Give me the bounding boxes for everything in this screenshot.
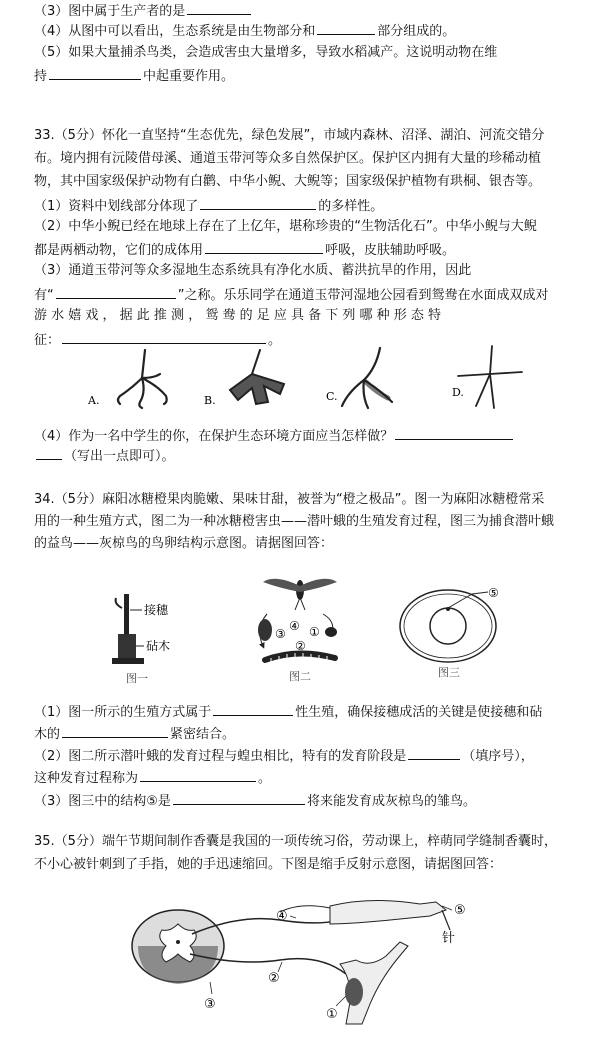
q33-part2-line2: 都是两栖动物，它们的成体用 呼吸，皮肤辅助呼吸。 [34, 243, 456, 258]
answer-blank[interactable] [140, 769, 256, 782]
figure-grafting [100, 588, 210, 686]
q32-part5-line2: 持 中起重要作用。 [34, 69, 235, 84]
q33-part4-line2: （写出一点即可）。 [34, 447, 175, 465]
q33-part1: （1）资料中划线部分体现了 的多样性。 [34, 199, 384, 214]
q34-part2-line1: （2）图二所示潜叶蛾的发育过程与蝗虫相比，特有的发育阶段是 （填序号）， [34, 749, 534, 764]
answer-blank[interactable] [213, 703, 293, 716]
answer-blank[interactable] [187, 2, 251, 15]
reflex-num-1: ① [326, 1007, 338, 1022]
larva-icon [265, 653, 335, 662]
rootstock-label: 砧木 [146, 639, 171, 653]
figure-life-cycle [245, 574, 355, 686]
foot-label-d: D. [452, 386, 464, 399]
egg-icon [325, 627, 337, 637]
answer-blank[interactable] [317, 22, 375, 35]
egg-part-5: ⑤ [488, 586, 499, 600]
figure3-caption: 图三 [438, 666, 460, 679]
muscle-icon [345, 978, 363, 1006]
q33-intro-2: 布。境内拥有沅陵借母溪、通道玉带河等众多自然保护区。保护区内拥有大量的珍稀动植 [34, 151, 542, 166]
q33-intro-3: 物，其中国家级保护动物有白鹳、中华小鲵、大鲵等；国家级保护植物有珙桐、银杏等。 [34, 174, 542, 189]
q34-part1-line1: （1）图一所示的生殖方式属于 性生殖，确保接穗成活的关键是使接穗和砧 [34, 705, 543, 720]
foot-d-icon [458, 346, 522, 408]
figure2-caption: 图二 [289, 670, 311, 683]
needle-icon [442, 910, 450, 930]
answer-blank[interactable] [36, 447, 62, 460]
foot-label-b: B. [204, 394, 216, 407]
moth-icon [263, 579, 337, 610]
needle-label: 针 [442, 931, 456, 946]
reflex-num-5: ⑤ [454, 903, 466, 918]
q32-part3: （3）图中属于生产者的是 [34, 2, 253, 20]
foot-label-c: C. [326, 390, 338, 403]
q35-intro-1: 35.（5分）端午节期间制作香囊是我国的一项传统习俗，劳动课上，梓萌同学缝制香囊时， [34, 834, 557, 849]
q33-part3-line3: 游 水 嬉 戏 ， 据 此 推 测 ， 鸳 鸯 的 足 应 具 备 下 列 哪 种 形 态 特 [34, 308, 442, 323]
answer-blank[interactable] [408, 747, 460, 760]
answer-blank[interactable] [200, 197, 316, 210]
q32-part5-line1: （5）如果大量捕杀鸟类，会造成害虫大量增多，导致水稻减产。这说明动物在维 [34, 45, 498, 60]
stage-num-2: ② [295, 639, 306, 653]
q34-intro-2: 用的一种生殖方式，图二为一种冰糖橙害虫——潜叶蛾的生殖发育过程，图三为捕食潜叶蛾 [34, 514, 555, 529]
answer-blank[interactable] [56, 286, 176, 299]
upper-arm-icon [330, 900, 446, 924]
foot-a-icon [118, 350, 167, 408]
q34-part3: （3）图三中的结构⑤是 将来能发育成灰椋鸟的雏鸟。 [34, 794, 476, 809]
eggshell-icon [400, 590, 496, 662]
q34-intro-3: 的益鸟——灰椋鸟的鸟卵结构示意图。请据图回答： [34, 536, 334, 551]
foot-c-icon [342, 348, 392, 408]
q33-part3-line1: （3）通道玉带河等众多湿地生态系统具有净化水质、蓄洪抗旱的作用，因此 [34, 263, 472, 278]
q33-part2-line1: （2）中华小鲵已经在地球上存在了上亿年，堪称珍贵的“生物活化石”。中华小鲵与大鲵 [34, 219, 537, 234]
answer-blank[interactable] [395, 427, 513, 440]
foot-label-a: A. [88, 394, 100, 407]
reflex-num-4: ④ [276, 909, 288, 924]
figure1-caption: 图一 [126, 672, 148, 685]
foot-b-icon [230, 350, 284, 404]
reflex-num-3: ③ [204, 997, 216, 1012]
q34-part2-line2: 这种发育过程称为 。 [34, 771, 272, 786]
q33-part4-line1: （4）作为一名中学生的你，在保护生态环境方面应当怎样做？ [34, 427, 515, 445]
q34-part1-line2: 木的 紧密结合。 [34, 727, 236, 742]
figure-bird-egg [396, 580, 526, 682]
stage-num-3: ③ [275, 627, 286, 641]
bird-feet-figure [80, 344, 540, 420]
scion-label: 接穗 [144, 603, 169, 617]
spinal-cord-icon [132, 910, 224, 984]
q33-part3-line2: 有“ ”之称。乐乐同学在通道玉带河湿地公园看到鸳鸯在水面成双成对 [34, 288, 549, 303]
q33-part3-line4: 征： 。 [34, 333, 282, 348]
pupa-icon [258, 619, 272, 641]
q35-intro-2: 不小心被针刺到了手指，她的手迅速缩回。下图是缩手反射示意图，请据图回答： [34, 857, 503, 872]
q32-part4: （4）从图中可以看出，生态系统是由生物部分和 部分组成的。 [34, 24, 456, 39]
q34-intro-1: 34.（5分）麻阳冰糖橙果肉脆嫩、果味甘甜，被誉为“橙之极品”。图一为麻阳冰糖橙常采 [34, 492, 545, 507]
reflex-num-2: ② [268, 971, 280, 986]
answer-blank[interactable] [173, 792, 305, 805]
stage-num-1: ① [309, 625, 320, 639]
yolk-icon [430, 608, 466, 644]
answer-blank[interactable] [49, 67, 141, 80]
reflex-arc-figure [130, 884, 490, 1038]
q33-intro-1: 33.（5分）怀化一直坚持“生态优先，绿色发展”，市域内森林、沼泽、湖泊、河流交错分 [34, 128, 545, 143]
answer-blank[interactable] [62, 331, 266, 344]
answer-blank[interactable] [62, 725, 168, 738]
answer-blank[interactable] [205, 241, 323, 254]
stage-num-4: ④ [289, 619, 300, 633]
